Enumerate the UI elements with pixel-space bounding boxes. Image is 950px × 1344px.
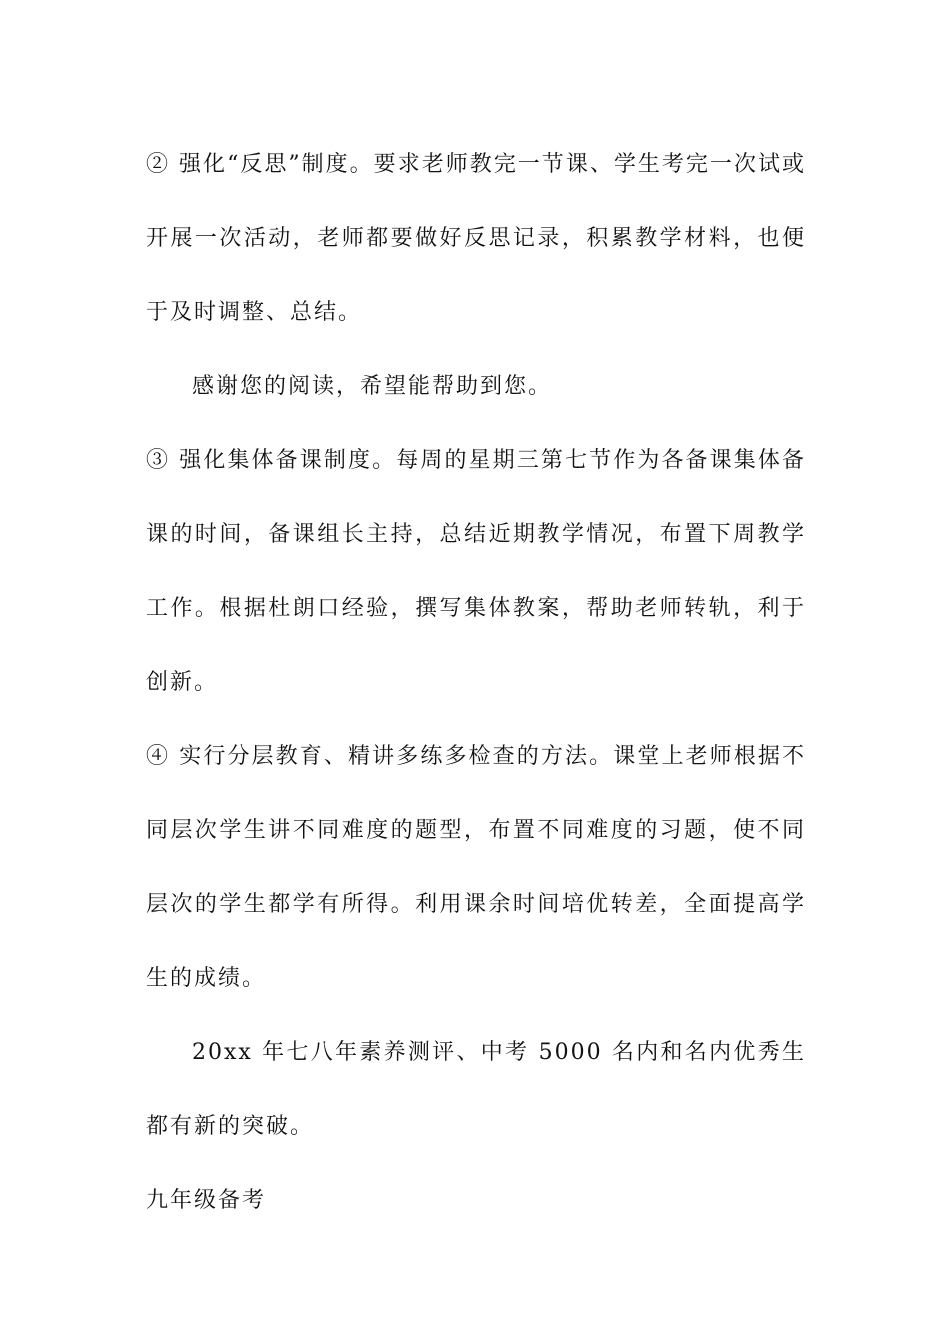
- document-body: [146, 128, 806, 1238]
- paragraph-tiered-teaching: ④ 实行分层教育、精讲多练多检查的方法。课堂上老师根据不同层次学生讲不同难度的题型，布置不同难度的习题，使不同层次的学生都学有所得。利用课余时间培优转差，全面提高学生的成绩。: [146, 744, 806, 991]
- paragraph-thanks: 感谢您的阅读，希望能帮助到您。: [192, 374, 553, 399]
- paragraph-grade-nine-exam-prep: 九年级备考: [146, 1188, 267, 1213]
- paragraph-reflection-system: ② 强化“反思”制度。要求老师教完一节课、学生考完一次试或开展一次活动，老师都要做好反思记录，积累教学材料，也便于及时调整、总结。: [146, 152, 806, 325]
- paragraph-results: 20xx 年七八年素养测评、中考 5000 名内和名内优秀生都有新的突破。: [146, 1040, 806, 1139]
- paragraph-collective-lesson-prep: ③ 强化集体备课制度。每周的星期三第七节作为各备课集体备课的时间，备课组长主持，总结近期教学情况，布置下周教学工作。根据杜朗口经验，撰写集体教案，帮助老师转轨，利于创新。: [146, 448, 806, 695]
